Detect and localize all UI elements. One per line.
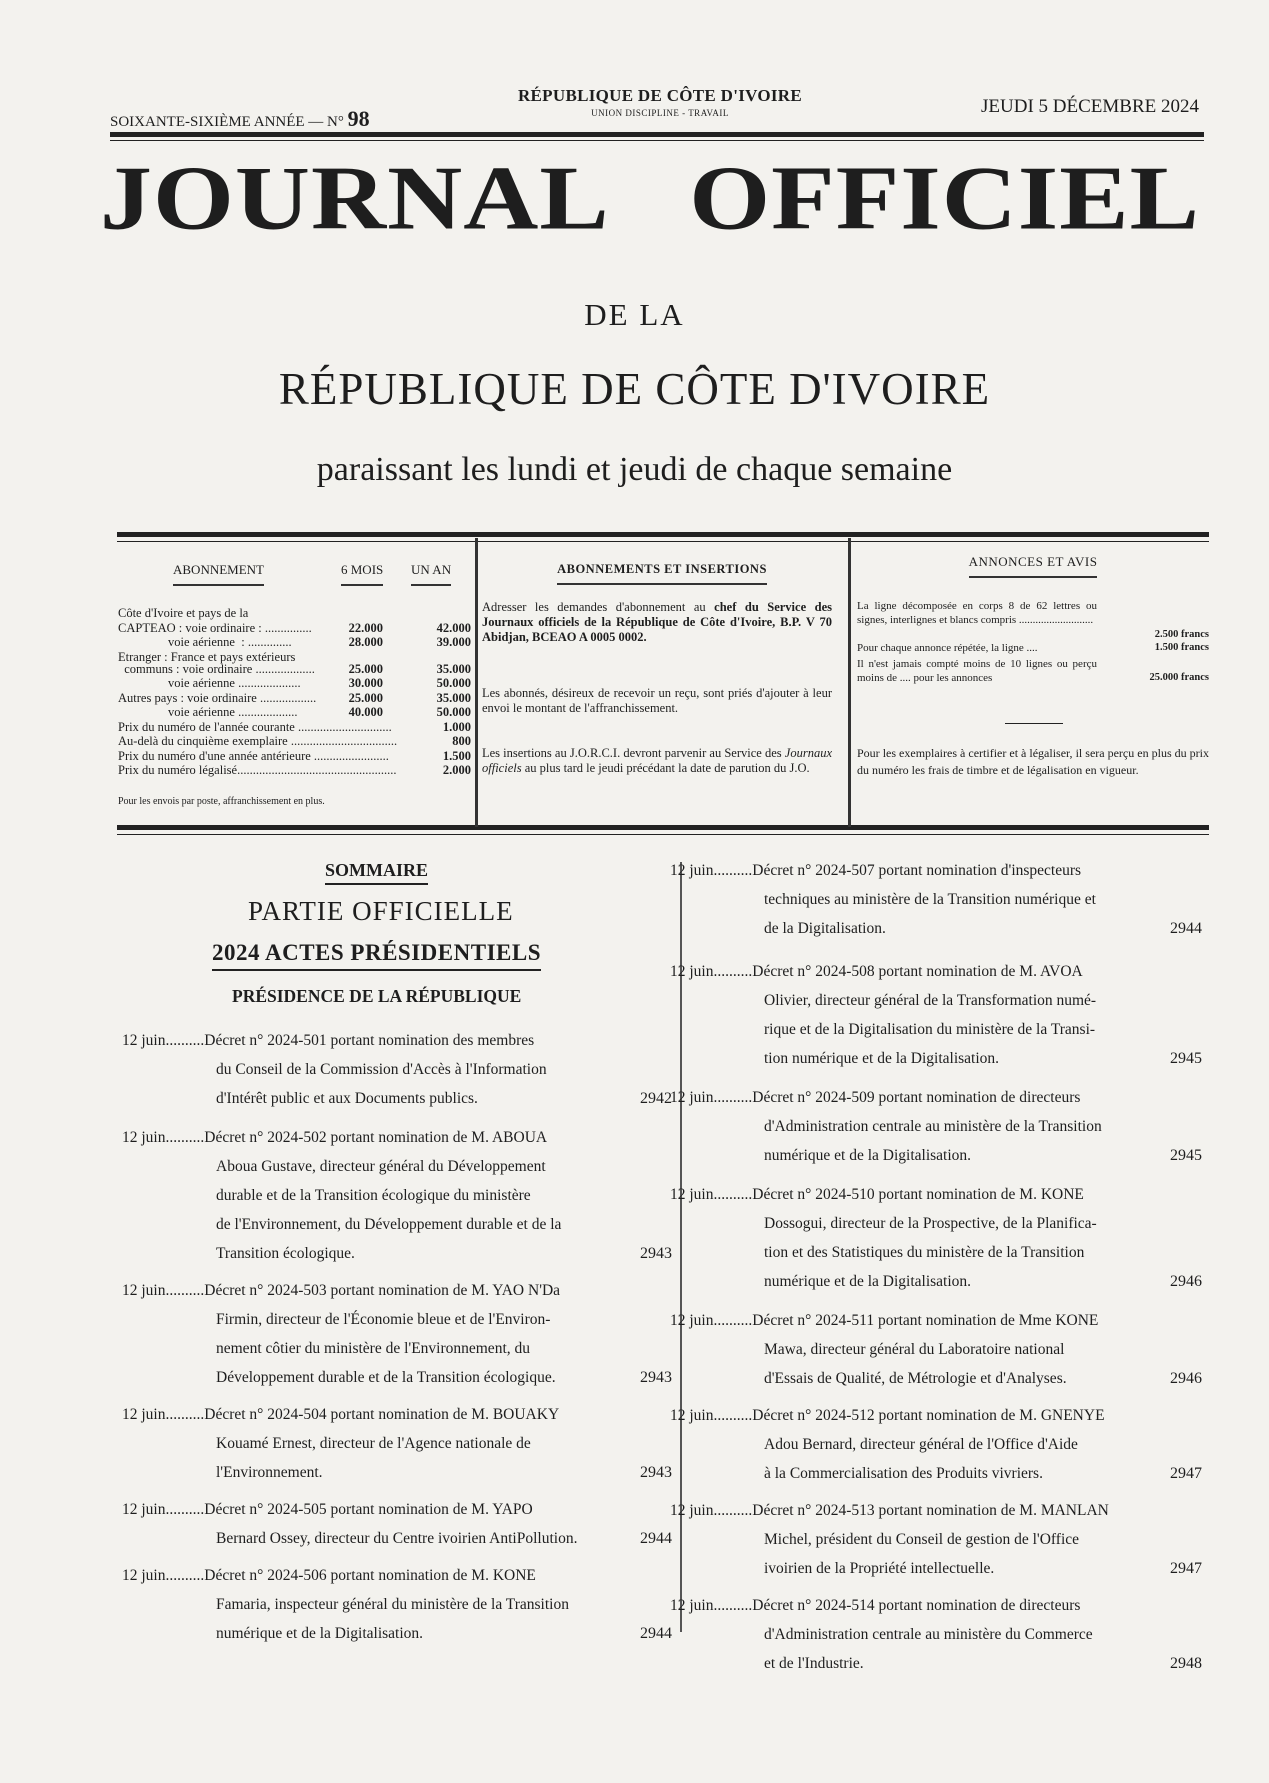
toc-entry-line: Michel, président du Conseil de gestion de l'Office [764, 1531, 1080, 1548]
masthead-title [100, 147, 1200, 249]
toc-entry-first-line [122, 1495, 662, 1524]
box-rule-top-thick [117, 532, 1209, 537]
toc-entry-first-line [122, 1561, 662, 1590]
col-1an-wrap [411, 562, 451, 586]
toc-entry [122, 1026, 672, 1113]
col-1an: UN AN [411, 562, 451, 586]
tariff-label: Autres pays : voie ordinaire .................. [118, 690, 317, 705]
toc-leader-dots: .......... [165, 1567, 205, 1584]
toc-entry-date: 12 juin [670, 1502, 714, 1519]
header-republic-name: RÉPUBLIQUE DE CÔTE D'IVOIRE [517, 86, 803, 105]
masthead-word-journal: JOURNAL [100, 147, 610, 249]
toc-entry-line: tion et des Statistiques du ministère de la Transition [764, 1244, 1085, 1261]
annonces-minimum-price: 25.000 francs [1149, 672, 1209, 683]
toc-entry-line: à la Commercialisation des Produits vivriers. [764, 1465, 1043, 1482]
insertions-receipt: Les abonnés, désireux de recevoir un reçu, sont priés d'ajouter à leur envoi le montant de l'affranchissement. [482, 686, 832, 715]
toc-entry-date: 12 juin [122, 1501, 166, 1518]
toc-leader-dots: .......... [713, 1186, 753, 1203]
edition-number: 98 [347, 106, 370, 131]
toc-entry-line: d'Administration centrale au ministère du Commerce [764, 1626, 1093, 1643]
tariff-1an: 42.000 [436, 620, 471, 635]
tariff-label: CAPTEAO : voie ordinaire : ............... [118, 620, 312, 635]
toc-entry [122, 1400, 672, 1487]
toc-page-number: 2946 [1170, 1370, 1202, 1387]
tariff-6mois: 30.000 [348, 676, 383, 690]
toc-entry [670, 1180, 1210, 1296]
toc-entry-line: numérique et de la Digitalisation. [216, 1625, 424, 1642]
toc-page-number: 2945 [1170, 1147, 1202, 1164]
tariff-row [118, 635, 471, 650]
annonces-repeat-price: 1.500 francs [1154, 642, 1209, 653]
toc-entry [670, 856, 1210, 943]
tariff-label: Etranger : France et pays extérieurs [118, 649, 296, 664]
edition-prefix: SOIXANTE-SIXIÈME ANNÉE — N° [110, 114, 344, 130]
toc-entry [670, 1083, 1210, 1170]
header-rule-thin [110, 140, 1204, 141]
toc-entry-title: Décret n° 2024-504 portant nomination de M. BOUAKY [204, 1406, 560, 1423]
toc-entry-line: Mawa, directeur général du Laboratoire national [764, 1341, 1065, 1358]
toc-entry-line: Firmin, directeur de l'Économie bleue et de l'Environ- [216, 1311, 551, 1328]
toc-leader-dots: .......... [165, 1282, 205, 1299]
abonnement-header-wrap [173, 562, 264, 586]
toc-entry [122, 1276, 672, 1392]
toc-entry-line: Transition écologique. [216, 1245, 355, 1262]
tariff-6mois: 28.000 [348, 635, 383, 649]
tariff-row [118, 650, 471, 662]
toc-entry [670, 957, 1210, 1073]
toc-entry-line: rique et de la Digitalisation du ministère de la Transi- [764, 1021, 1096, 1038]
toc-leader-dots: .......... [713, 1089, 753, 1106]
toc-entry-line: d'Essais de Qualité, de Métrologie et d'Analyses. [764, 1370, 1067, 1387]
toc-entry-first-line [670, 1180, 1210, 1209]
annonces-column [857, 538, 1209, 777]
insertions-column [482, 538, 842, 775]
toc-page-number: 2945 [1170, 1050, 1202, 1067]
toc-entry-title: Décret n° 2024-512 portant nomination de M. GNENYE [752, 1407, 1105, 1424]
toc-entry-line: Aboua Gustave, directeur général du Développement [216, 1158, 546, 1175]
presidence-heading: PRÉSIDENCE DE LA RÉPUBLIQUE [232, 986, 522, 1006]
tariff-price: 800 [452, 734, 471, 748]
toc-page-number: 2942 [640, 1090, 672, 1107]
header-motto: UNION DISCIPLINE - TRAVAIL [591, 108, 729, 118]
toc-leader-dots: .......... [165, 1406, 205, 1423]
annonces-minimum: Il n'est jamais compté moins de 10 lignes ou perçu moins de .... pour les annonces [857, 658, 1097, 684]
col-6mois-wrap [341, 562, 383, 586]
toc-entry-date: 12 juin [670, 1407, 714, 1424]
toc-entry-title: Décret n° 2024-513 portant nomination de M. MANLAN [752, 1502, 1109, 1519]
tariff-6mois: 25.000 [348, 690, 383, 705]
toc-entry-line: Olivier, directeur général de la Transformation numé- [764, 992, 1097, 1009]
toc-entry-line: techniques au ministère de la Transition numérique et [764, 891, 1096, 908]
toc-entry-title: Décret n° 2024-501 portant nomination des membres [204, 1032, 535, 1049]
annonces-line-price: 2.500 francs [1154, 629, 1209, 640]
toc-entry-date: 12 juin [670, 1312, 714, 1329]
tariff-6mois: 25.000 [348, 661, 383, 676]
abonnement-rows [118, 606, 471, 778]
toc-entry [670, 1401, 1210, 1488]
annonces-repeat-rate: Pour chaque annonce répétée, la ligne .... [857, 642, 1038, 654]
annonces-header-wrap [857, 554, 1209, 578]
toc-entry-line: de l'Environnement, du Développement durable et de la [216, 1216, 562, 1233]
toc-entry-first-line [122, 1026, 662, 1055]
tariff-label: communs : voie ordinaire ................... [118, 661, 315, 676]
toc-entry-first-line [122, 1123, 662, 1152]
toc-entry-first-line [122, 1400, 662, 1429]
annonces-separator [1005, 723, 1063, 724]
toc-entry-line: Adou Bernard, directeur général de l'Office d'Aide [764, 1436, 1078, 1453]
tariff-6mois: 40.000 [348, 705, 383, 719]
insertions-address [482, 600, 832, 645]
tariff-row [118, 621, 471, 636]
toc-entry-line: nement côtier du ministère de l'Environnement, du [216, 1340, 530, 1357]
toc-entry-line: de la Digitalisation. [764, 920, 886, 937]
insertions-deadline-text-end: au plus tard le jeudi précédant la date de parution du J.O. [521, 761, 810, 775]
toc-entry-date: 12 juin [122, 1129, 166, 1146]
toc-entry-title: Décret n° 2024-505 portant nomination de M. YAPO [204, 1501, 533, 1518]
toc-entry-first-line [670, 1306, 1210, 1335]
insertions-address-bold: chef du Service des Journaux officiels de la République de Côte d'Ivoire, B.P. V 70 Abidjan, BCEAO A 0005 0002. [482, 600, 832, 644]
toc-entry-title: Décret n° 2024-508 portant nomination de M. AVOA [752, 963, 1083, 980]
toc-entry-date: 12 juin [122, 1282, 166, 1299]
toc-leader-dots: .......... [713, 1407, 753, 1424]
toc-entry-line: Bernard Ossey, directeur du Centre ivoirien AntiPollution. [216, 1530, 578, 1547]
tariff-row [118, 606, 471, 621]
toc-entry [670, 1591, 1210, 1678]
tariff-1an: 35.000 [436, 690, 471, 705]
toc-entry-date: 12 juin [670, 963, 714, 980]
tariff-label: Côte d'Ivoire et pays de la [118, 606, 249, 620]
tariff-row [118, 662, 471, 677]
tariff-1an: 39.000 [436, 635, 471, 649]
masthead-de-la: DE LA [584, 297, 685, 332]
header-rule-thick [110, 132, 1204, 137]
insertions-header: ABONNEMENTS ET INSERTIONS [557, 562, 767, 585]
toc-entry-first-line [670, 1496, 1210, 1525]
toc-entry-line: numérique et de la Digitalisation. [764, 1147, 972, 1164]
insertions-address-text: Adresser les demandes d'abonnement au [482, 600, 715, 614]
toc-entry-title: Décret n° 2024-510 portant nomination de M. KONE [752, 1186, 1084, 1203]
tariff-row [118, 734, 471, 749]
toc-entry [670, 1306, 1210, 1393]
toc-entry-first-line [670, 856, 1210, 885]
insertions-deadline-italic: Journaux officiels [482, 746, 832, 775]
toc-leader-dots: .......... [165, 1032, 205, 1049]
toc-page-number: 2943 [640, 1369, 672, 1386]
toc-page-number: 2944 [640, 1625, 672, 1642]
toc-entry-title: Décret n° 2024-507 portant nomination d'inspecteurs [752, 862, 1082, 879]
box-divider-1 [475, 538, 478, 827]
tariff-price: 2.000 [442, 763, 471, 777]
toc-leader-dots: .......... [165, 1129, 205, 1146]
toc-entry-title: Décret n° 2024-511 portant nomination de Mme KONE [752, 1312, 1099, 1329]
box-divider-2 [848, 538, 851, 827]
toc-leader-dots: .......... [165, 1501, 205, 1518]
edition-info [110, 106, 370, 132]
tariff-label: voie aérienne : .............. [118, 635, 292, 649]
partie-officielle: PARTIE OFFICIELLE [248, 896, 514, 926]
tariff-label: Prix du numéro d'une année antérieure ........................ [118, 748, 389, 763]
toc-entry-date: 12 juin [122, 1567, 166, 1584]
box-rule-bottom-thin [117, 834, 1209, 835]
toc-entry-line: ivoirien de la Propriété intellectuelle. [764, 1560, 995, 1577]
toc-entry [122, 1561, 672, 1648]
toc-entry-first-line [670, 1083, 1210, 1112]
abonnement-note: Pour les envois par poste, affranchissement en plus. [118, 796, 325, 807]
toc-entry-line: Famaria, inspecteur général du ministère de la Transition [216, 1596, 569, 1613]
insertions-header-wrap [482, 562, 842, 585]
insertions-deadline [482, 746, 832, 776]
toc-page-number: 2944 [640, 1530, 672, 1547]
toc-entry-date: 12 juin [670, 1089, 714, 1106]
toc-entry-title: Décret n° 2024-502 portant nomination de M. ABOUA [204, 1129, 548, 1146]
toc-entry-line: du Conseil de la Commission d'Accès à l'Information [216, 1061, 547, 1078]
col-6mois: 6 MOIS [341, 562, 383, 586]
toc-entry-first-line [670, 1401, 1210, 1430]
toc-entry-line: Développement durable et de la Transition écologique. [216, 1369, 556, 1386]
tariff-1an: 35.000 [436, 661, 471, 676]
toc-entry-line: d'Administration centrale au ministère de la Transition [764, 1118, 1102, 1135]
annonces-line-rate: La ligne décomposée en corps 8 de 62 lettres ou signes, interlignes et blancs compris ........................... [857, 600, 1097, 626]
toc-leader-dots: .......... [713, 862, 753, 879]
tariff-row [118, 720, 471, 735]
subscription-box [117, 538, 1209, 827]
toc-leader-dots: .......... [713, 963, 753, 980]
insertions-deadline-text: Les insertions au J.O.R.C.I. devront parvenir au Service des [482, 746, 785, 760]
toc-entry-date: 12 juin [670, 1186, 714, 1203]
toc-entry [122, 1495, 672, 1553]
tariff-1an: 50.000 [436, 705, 471, 719]
toc-entry-title: Décret n° 2024-514 portant nomination de directeurs [752, 1597, 1081, 1614]
toc-entry-line: l'Environnement. [216, 1464, 323, 1481]
toc-page-number: 2946 [1170, 1273, 1202, 1290]
issue-date: JEUDI 5 DÉCEMBRE 2024 [981, 96, 1199, 117]
annonces-header: ANNONCES ET AVIS [969, 554, 1098, 578]
toc-entry-first-line [670, 957, 1210, 986]
sommaire-title: SOMMAIRE [325, 860, 428, 885]
header-republic [480, 86, 840, 118]
toc-page-number: 2943 [640, 1245, 672, 1262]
toc-entry-line: et de l'Industrie. [764, 1655, 864, 1672]
tariff-label: Prix du numéro de l'année courante .............................. [118, 719, 392, 734]
toc-page-number: 2947 [1170, 1560, 1202, 1577]
abonnement-header: ABONNEMENT [173, 562, 264, 586]
toc-entry-first-line [670, 1591, 1210, 1620]
toc-entry-line: durable et de la Transition écologique du ministère [216, 1187, 531, 1204]
tariff-price: 1.500 [442, 748, 471, 763]
toc-page-number: 2947 [1170, 1465, 1202, 1482]
tariff-label: Prix du numéro légalisé................................................... [118, 763, 397, 777]
actes-presidentiels: 2024 ACTES PRÉSIDENTIELS [212, 940, 541, 971]
toc-entry-date: 12 juin [122, 1406, 166, 1423]
toc-leader-dots: .......... [713, 1597, 753, 1614]
toc-leader-dots: .......... [713, 1502, 753, 1519]
tariff-1an: 50.000 [436, 676, 471, 690]
tariff-6mois: 22.000 [348, 620, 383, 635]
tariff-label: Au-delà du cinquième exemplaire .................................. [118, 734, 398, 748]
toc-page-number: 2943 [640, 1464, 672, 1481]
toc-entry-first-line [122, 1276, 662, 1305]
toc-entry-line: numérique et de la Digitalisation. [764, 1273, 972, 1290]
toc-entry-line: Dossogui, directeur de la Prospective, de la Planifica- [764, 1215, 1097, 1232]
toc-entry-title: Décret n° 2024-509 portant nomination de directeurs [752, 1089, 1081, 1106]
tariff-label: voie aérienne .................... [118, 676, 301, 690]
toc-entry-date: 12 juin [670, 862, 714, 879]
tariff-row [118, 763, 471, 778]
masthead-tagline: paraissant les lundi et jeudi de chaque semaine [316, 451, 953, 488]
toc-entry [122, 1123, 672, 1268]
tariff-row [118, 705, 471, 720]
tariff-price: 1.000 [442, 719, 471, 734]
toc-entry-line: Kouamé Ernest, directeur de l'Agence nationale de [216, 1435, 531, 1452]
toc-entry-date: 12 juin [670, 1597, 714, 1614]
toc-entry [670, 1496, 1210, 1583]
masthead-republic: RÉPUBLIQUE DE CÔTE D'IVOIRE [278, 364, 991, 414]
tariff-row [118, 749, 471, 764]
toc-page-number: 2944 [1170, 920, 1202, 937]
toc-entry-title: Décret n° 2024-506 portant nomination de M. KONE [204, 1567, 536, 1584]
toc-entry-line: d'Intérêt public et aux Documents publics. [216, 1090, 478, 1107]
toc-page-number: 2948 [1170, 1655, 1202, 1672]
toc-entry-title: Décret n° 2024-503 portant nomination de M. YAO N'Da [204, 1282, 561, 1299]
masthead-word-officiel: OFFICIEL [689, 147, 1200, 249]
toc-entry-date: 12 juin [122, 1032, 166, 1049]
tariff-label: voie aérienne ................... [118, 705, 298, 719]
annonces-legalisation: Pour les exemplaires à certifier et à légaliser, il sera perçu en plus du prix du numéro les frais de timbre et de légalisation en vigueur. [857, 746, 1209, 777]
tariff-row [118, 676, 471, 691]
toc-leader-dots: .......... [713, 1312, 753, 1329]
tariff-row [118, 691, 471, 706]
toc-entry-line: tion numérique et de la Digitalisation. [764, 1050, 1000, 1067]
